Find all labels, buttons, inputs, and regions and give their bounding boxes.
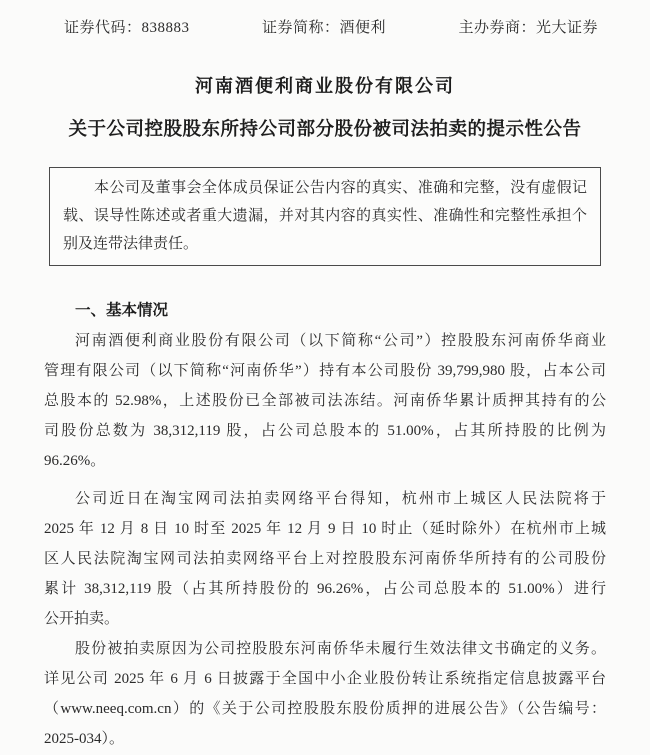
stock-name-value: 酒便利 (339, 20, 386, 36)
body-line: 河南酒便利商业股份有限公司（以下简称“公司”）控股股东河南侨华商业 (75, 333, 606, 349)
company-title: 河南酒便利商业股份有限公司 (195, 76, 455, 96)
body-line: 股份被拍卖原因为公司控股股东河南侨华未履行生效法律文书确定的义务。 (75, 641, 606, 657)
stock-code-label: 证券代码： (64, 20, 142, 36)
sponsor-value: 光大证券 (535, 20, 598, 36)
body-line: 详见公司 2025 年 6 月 6 日披露于全国中小企业股份转让系统指定信息披露平台 (44, 671, 606, 687)
document-header (44, 16, 606, 37)
sponsor-label: 主办券商： (458, 20, 536, 36)
body-line: 96.26%。 (44, 453, 106, 469)
stock-code (64, 16, 190, 37)
disclaimer-line: 本公司及董事会全体成员保证公告内容的真实、准确和完整，没有虚假记 (94, 180, 587, 196)
stock-name-label: 证券简称： (261, 20, 340, 36)
disclaimer-line: 载、误导性陈述或者重大遗漏，并对其内容的真实性、准确性和完整性承担个 (63, 208, 587, 224)
sponsor (458, 16, 598, 37)
body-line: 累计 38,312,119 股（占其所持股份的 96.26%，占公司总股本的 51.00%）进行 (44, 581, 606, 597)
section-basic-info (44, 296, 606, 754)
body-line: 2025-034）。 (44, 731, 124, 747)
body-line: 2025 年 12 月 8 日 10 时至 2025 年 12 月 9 日 10 时止（延时除外）在杭州市上城 (44, 521, 606, 537)
paragraph-auction-notice (44, 484, 606, 634)
body-line: 公司近日在淘宝网司法拍卖网络平台得知，杭州市上城区人民法院将于 (75, 491, 606, 507)
paragraph-shareholding (44, 326, 606, 476)
announcement-title: 关于公司控股股东所持公司部分股份被司法拍卖的提示性公告 (68, 120, 582, 140)
body-line: 司股份总数为 38,312,119 股，占公司总股本的 51.00%，占其所持股的比例为 (44, 423, 606, 439)
disclaimer-box (49, 167, 601, 266)
section-heading: 一、基本情况 (75, 302, 169, 319)
body-line: 公开拍卖。 (44, 611, 120, 627)
stock-code-value: 838883 (141, 20, 190, 36)
paragraph-auction-reason (44, 634, 606, 754)
disclaimer-line: 别及连带法律责任。 (63, 236, 199, 252)
stock-name (262, 16, 386, 37)
body-line: 总股本的 52.98%，上述股份已全部被司法冻结。河南侨华累计质押其持有的公 (44, 393, 606, 409)
body-line: 区人民法院淘宝网司法拍卖网络平台上对控股股东河南侨华所持有的公司股份 (44, 551, 606, 567)
body-line: 管理有限公司（以下简称“河南侨华”）持有本公司股份 39,799,980 股，占本公司 (44, 363, 606, 379)
body-line: （www.neeq.com.cn）的《关于公司控股股东股份质押的进展公告》（公告编号： (44, 701, 606, 717)
